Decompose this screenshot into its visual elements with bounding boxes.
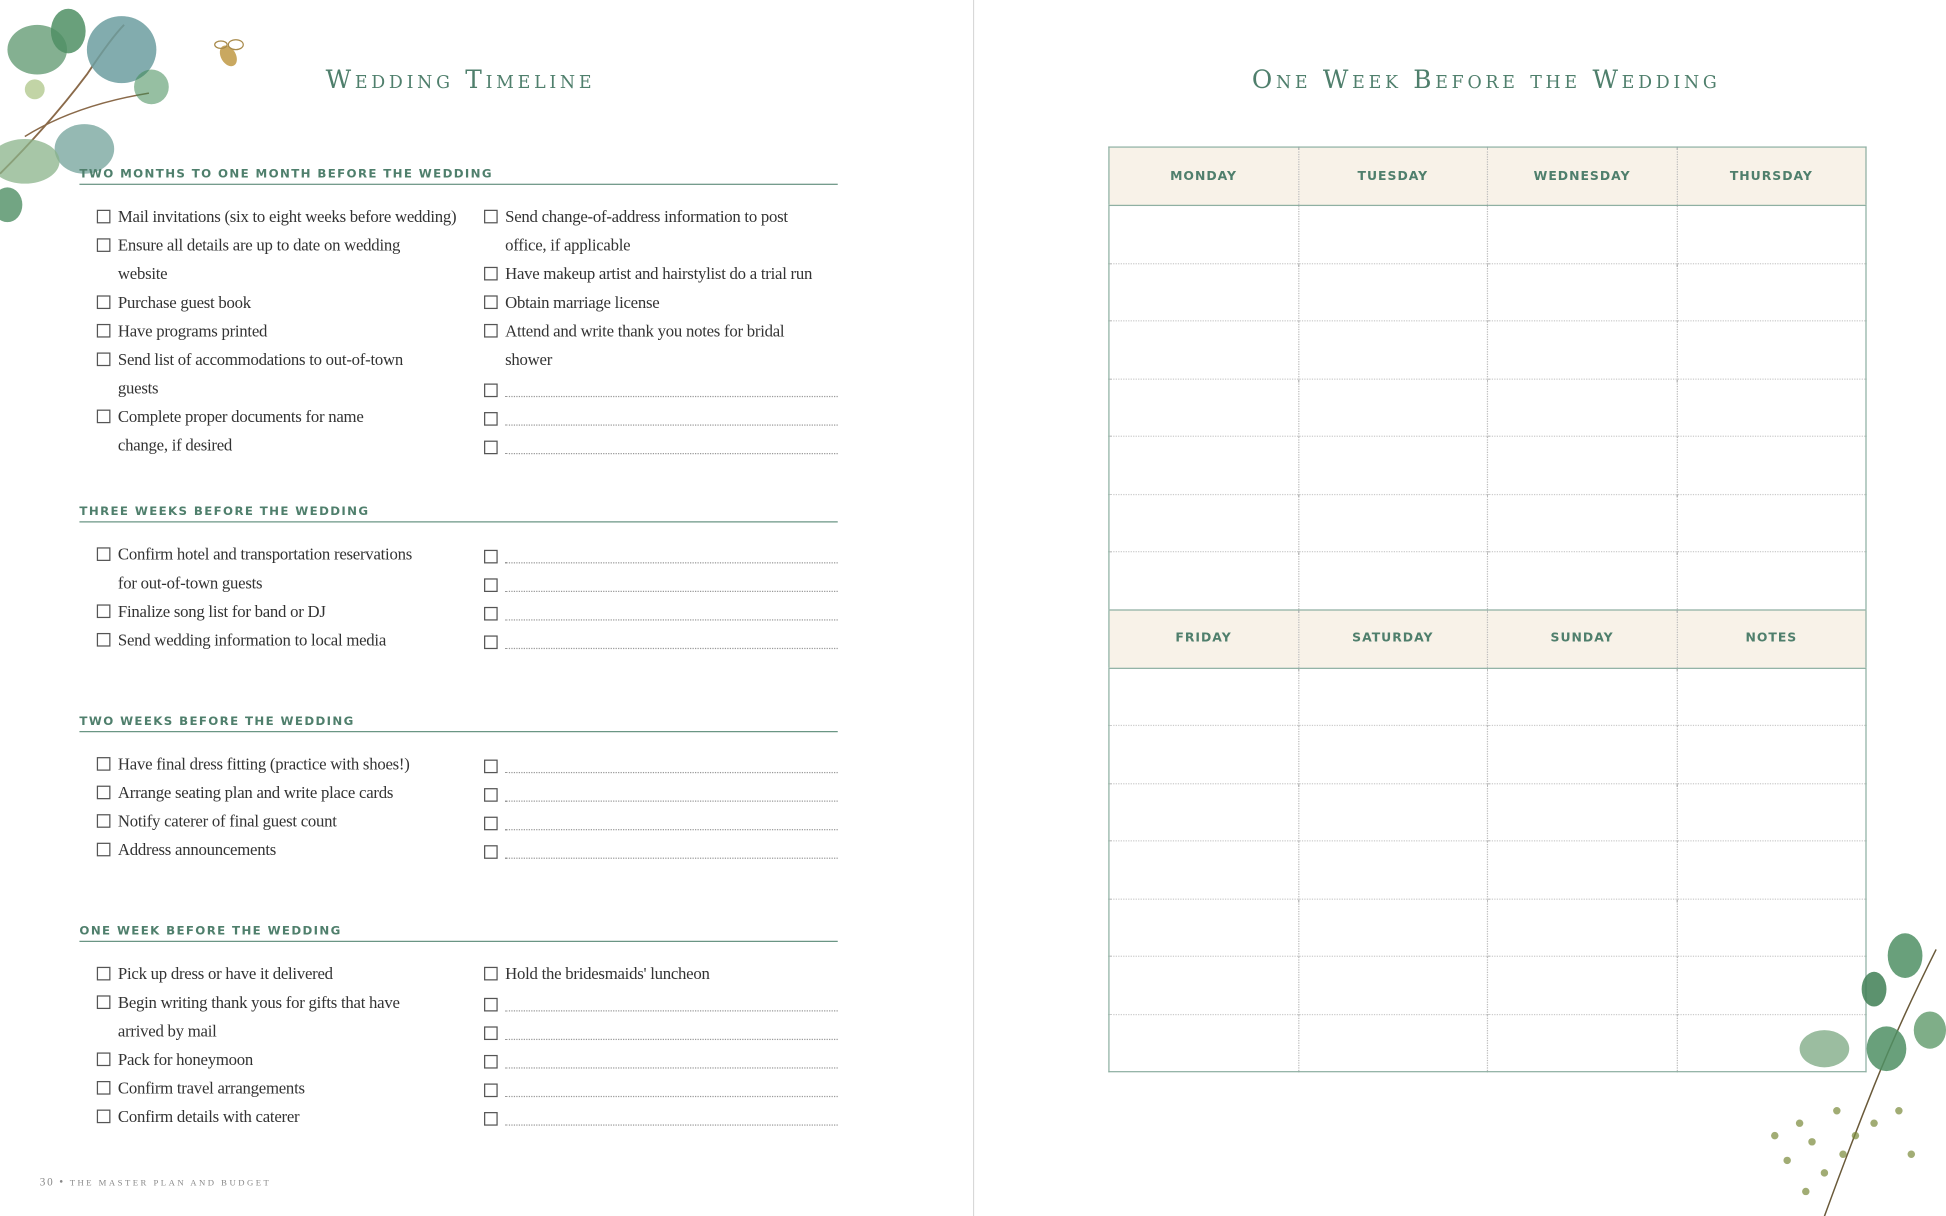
planner-cell[interactable] [1109,1014,1298,1072]
checklist-column-left [97,750,469,864]
blank-checklist-item[interactable] [484,1102,838,1131]
checklist-item[interactable] [484,259,838,288]
planner-row [1109,321,1866,379]
planner-cell[interactable] [1298,379,1487,437]
checkbox[interactable] [97,324,111,338]
checklist-item[interactable] [97,1102,469,1131]
checklist-item[interactable] [484,202,838,259]
right-page [974,0,1946,1216]
checklist-item-label: Send list of accommodations to out-of-town guests [117,349,403,398]
checklist-column-left [97,202,469,459]
write-in-line[interactable] [505,1039,838,1040]
blank-checklist-item[interactable] [484,1016,838,1045]
checklist-item[interactable] [97,807,469,836]
blank-checklist-item[interactable] [484,835,838,864]
page-title: One Week Before the Wedding [1251,64,1721,95]
eucalyptus-illustration-icon [1750,925,1946,1216]
planner-cell[interactable] [1109,899,1298,957]
checklist-section [79,923,837,1126]
checkbox[interactable] [484,635,498,649]
checklist-section [79,504,837,650]
checklist-item-label: Send wedding information to local media [117,630,387,650]
blank-checklist-item[interactable] [484,988,838,1017]
running-title: THE MASTER PLAN AND BUDGET [69,1177,272,1188]
blank-checklist-item[interactable] [484,540,838,569]
checklist-item[interactable] [97,1074,469,1103]
planner-row [1109,552,1866,610]
checkbox[interactable] [484,1055,498,1069]
checkbox[interactable] [484,210,498,224]
day-header: MONDAY [1109,147,1298,205]
checklist-item-label: Obtain marriage license [505,292,660,312]
planner-cell[interactable] [1487,205,1676,263]
planner-cell[interactable] [1298,436,1487,494]
checkbox[interactable] [97,547,111,561]
planner-cell[interactable] [1487,725,1676,783]
checklist-item-label: Notify caterer of final guest count [117,811,337,831]
planner-cell[interactable] [1677,494,1866,552]
checklist-item[interactable] [97,597,469,626]
write-in-line[interactable] [505,424,838,425]
checklist-item-label: Finalize song list for band or DJ [117,601,326,621]
planner-cell[interactable] [1298,783,1487,841]
checkbox[interactable] [484,550,498,564]
blank-checklist-item[interactable] [484,1045,838,1074]
checkbox[interactable] [484,967,498,981]
planner-cell[interactable] [1298,725,1487,783]
planner-cell[interactable] [1298,841,1487,899]
checklist-item[interactable] [97,345,469,402]
checklist-item-label: Have final dress fitting (practice with shoes!) [117,754,410,774]
checkbox[interactable] [484,1026,498,1040]
checklist-item-label: Complete proper documents for name change, if desired [117,407,364,455]
section-heading: TWO WEEKS BEFORE THE WEDDING [79,714,837,733]
checklist-item-label: Address announcements [117,840,277,859]
planner-cell[interactable] [1677,783,1866,841]
checklist-item-label: Attend and write thank you notes for bridal shower [505,321,785,369]
planner-cell[interactable] [1298,1014,1487,1072]
planner-cell[interactable] [1487,1014,1676,1072]
planner-cell[interactable] [1487,899,1676,957]
planner-cell[interactable] [1109,725,1298,783]
checkbox[interactable] [484,1083,498,1097]
planner-cell[interactable] [1487,321,1676,379]
planner-row [1109,379,1866,437]
checklist-column-right [484,202,838,459]
write-in-line[interactable] [505,396,838,397]
planner-cell[interactable] [1298,552,1487,610]
checkbox[interactable] [97,238,111,252]
planner-row [1109,205,1866,263]
checkbox[interactable] [484,788,498,802]
checkbox[interactable] [97,352,111,366]
planner-cell[interactable] [1298,494,1487,552]
checklist-item-label: Have programs printed [117,321,268,341]
planner-cell[interactable] [1109,205,1298,263]
checkbox[interactable] [484,845,498,859]
checklist-item-label: Hold the bridesmaids' luncheon [505,964,710,983]
checkbox[interactable] [97,995,111,1009]
checkbox[interactable] [484,607,498,621]
write-in-line[interactable] [505,648,838,649]
checkbox[interactable] [97,757,111,771]
planner-cell[interactable] [1298,205,1487,263]
blank-checklist-item[interactable] [484,568,838,597]
planner-row [1109,668,1866,726]
planner-cell[interactable] [1487,436,1676,494]
planner-row [1109,725,1866,783]
write-in-line[interactable] [505,453,838,454]
checklist-section [79,166,837,455]
day-header: FRIDAY [1109,609,1298,667]
checklist-column-left [97,959,469,1130]
write-in-line[interactable] [505,1010,838,1011]
day-header: THURSDAY [1677,147,1866,205]
checklist-item-label: Pick up dress or have it delivered [117,964,333,983]
checkbox[interactable] [97,1052,111,1066]
planner-cell[interactable] [1298,668,1487,726]
checklist-item[interactable] [97,1045,469,1074]
planner-cell[interactable] [1677,205,1866,263]
checkbox[interactable] [97,786,111,800]
planner-cell[interactable] [1298,899,1487,957]
checkbox[interactable] [484,412,498,426]
planner-row [1109,783,1866,841]
checkbox[interactable] [484,267,498,281]
planner-cell[interactable] [1298,956,1487,1014]
checkbox[interactable] [97,604,111,618]
section-heading: ONE WEEK BEFORE THE WEDDING [79,923,837,942]
checklist-item-label: Confirm details with caterer [117,1107,300,1126]
planner-cell[interactable] [1677,552,1866,610]
checklist-item[interactable] [97,778,469,807]
checkbox[interactable] [484,1112,498,1126]
planner-cell[interactable] [1487,841,1676,899]
checklist-section [79,714,837,859]
checklist-item[interactable] [97,959,469,988]
write-in-line[interactable] [505,619,838,620]
write-in-line[interactable] [505,772,838,773]
checklist-item[interactable] [97,750,469,779]
planner-cell[interactable] [1677,321,1866,379]
blank-checklist-item[interactable] [484,374,838,403]
blank-checklist-item[interactable] [484,431,838,460]
checkbox[interactable] [97,814,111,828]
checklist-item[interactable] [484,288,838,317]
day-header: WEDNESDAY [1487,147,1676,205]
blank-checklist-item[interactable] [484,750,838,779]
checkbox[interactable] [484,817,498,831]
checklist-item[interactable] [97,835,469,864]
checklist-item-label: Mail invitations (six to eight weeks before wedding) [117,207,457,226]
page-title: Wedding Timeline [325,64,596,95]
checklist-item-label: Pack for honeymoon [117,1049,254,1069]
planner-cell[interactable] [1677,263,1866,321]
checkbox[interactable] [484,441,498,455]
checkbox[interactable] [97,295,111,309]
planner-cell[interactable] [1109,668,1298,726]
blank-checklist-item[interactable] [484,778,838,807]
planner-cell[interactable] [1109,436,1298,494]
planner-cell[interactable] [1109,783,1298,841]
blank-checklist-item[interactable] [484,402,838,431]
write-in-line[interactable] [505,829,838,830]
planner-cell[interactable] [1109,379,1298,437]
blank-checklist-item[interactable] [484,597,838,626]
checklist-item-label: Ensure all details are up to date on wedding website [117,235,401,283]
blank-checklist-item[interactable] [484,626,838,655]
day-header: NOTES [1677,609,1866,667]
planner-cell[interactable] [1677,379,1866,437]
day-header: SUNDAY [1487,609,1676,667]
checkbox[interactable] [97,410,111,424]
checklist-column-right [484,750,838,864]
planner-cell[interactable] [1487,494,1676,552]
checklist-item[interactable] [484,316,838,373]
checkbox[interactable] [97,967,111,981]
checklist-column-left [97,540,469,654]
checklist-item[interactable] [97,540,469,597]
footer-separator: • [59,1175,66,1188]
planner-cell[interactable] [1677,725,1866,783]
planner-cell[interactable] [1487,956,1676,1014]
checklist-item[interactable] [97,316,469,345]
checklist-column-right [484,540,838,654]
checkbox[interactable] [484,295,498,309]
blank-checklist-item[interactable] [484,807,838,836]
planner-cell[interactable] [1487,668,1676,726]
planner-cell[interactable] [1298,263,1487,321]
checklist-item-label: Have makeup artist and hairstylist do a trial run [505,264,813,283]
planner-cell[interactable] [1487,379,1676,437]
section-heading: THREE WEEKS BEFORE THE WEDDING [79,504,837,523]
checkbox[interactable] [97,1110,111,1124]
planner-cell[interactable] [1109,956,1298,1014]
checklist-item[interactable] [97,202,469,231]
checkbox[interactable] [484,324,498,338]
checklist-item-label: Arrange seating plan and write place cards [117,783,394,802]
planner-cell[interactable] [1109,494,1298,552]
planner-cell[interactable] [1677,841,1866,899]
checklist-column-right [484,959,838,1130]
checkbox[interactable] [97,843,111,857]
planner-cell[interactable] [1109,552,1298,610]
checklist-item-label: Begin writing thank yous for gifts that have arrived by mail [117,992,400,1041]
checklist-item-label: Send change-of-address information to post office, if applicable [505,207,788,255]
write-in-line[interactable] [505,1067,838,1068]
day-header: SATURDAY [1298,609,1487,667]
checkbox[interactable] [97,633,111,647]
day-header-row [1109,147,1866,205]
checklist-item[interactable] [97,231,469,288]
planner-cell[interactable] [1487,552,1676,610]
page-footer [40,1175,272,1187]
planner-row [1109,494,1866,552]
planner-cell[interactable] [1109,321,1298,379]
checklist-item-label: Confirm travel arrangements [117,1078,305,1098]
checklist-item[interactable] [97,626,469,655]
write-in-line[interactable] [505,801,838,802]
planner-cell[interactable] [1109,263,1298,321]
checkbox[interactable] [484,998,498,1012]
planner-cell[interactable] [1298,321,1487,379]
planner-cell[interactable] [1487,263,1676,321]
checkbox[interactable] [484,383,498,397]
planner-cell[interactable] [1677,668,1866,726]
page-number: 30 [39,1175,55,1188]
checklist-item-label: Confirm hotel and transportation reservations for out-of-town guests [117,544,412,593]
section-heading: TWO MONTHS TO ONE MONTH BEFORE THE WEDDING [79,166,837,185]
write-in-line[interactable] [505,858,838,859]
checkbox[interactable] [484,760,498,774]
write-in-line[interactable] [505,1124,838,1125]
checklist-item[interactable] [484,959,838,988]
day-header-row [1109,609,1866,667]
checklist-item-label: Purchase guest book [117,292,251,312]
planner-cell[interactable] [1109,841,1298,899]
planner-row [1109,436,1866,494]
blank-checklist-item[interactable] [484,1074,838,1103]
checklist-item[interactable] [97,288,469,317]
planner-row [1109,263,1866,321]
planner-cell[interactable] [1677,436,1866,494]
checkbox[interactable] [97,1081,111,1095]
checklist-item[interactable] [97,402,469,459]
write-in-line[interactable] [505,562,838,563]
write-in-line[interactable] [505,591,838,592]
write-in-line[interactable] [505,1096,838,1097]
checkbox[interactable] [97,210,111,224]
planner-cell[interactable] [1487,783,1676,841]
planner-row [1109,841,1866,899]
day-header: TUESDAY [1298,147,1487,205]
checkbox[interactable] [484,578,498,592]
checklist-item[interactable] [97,988,469,1045]
